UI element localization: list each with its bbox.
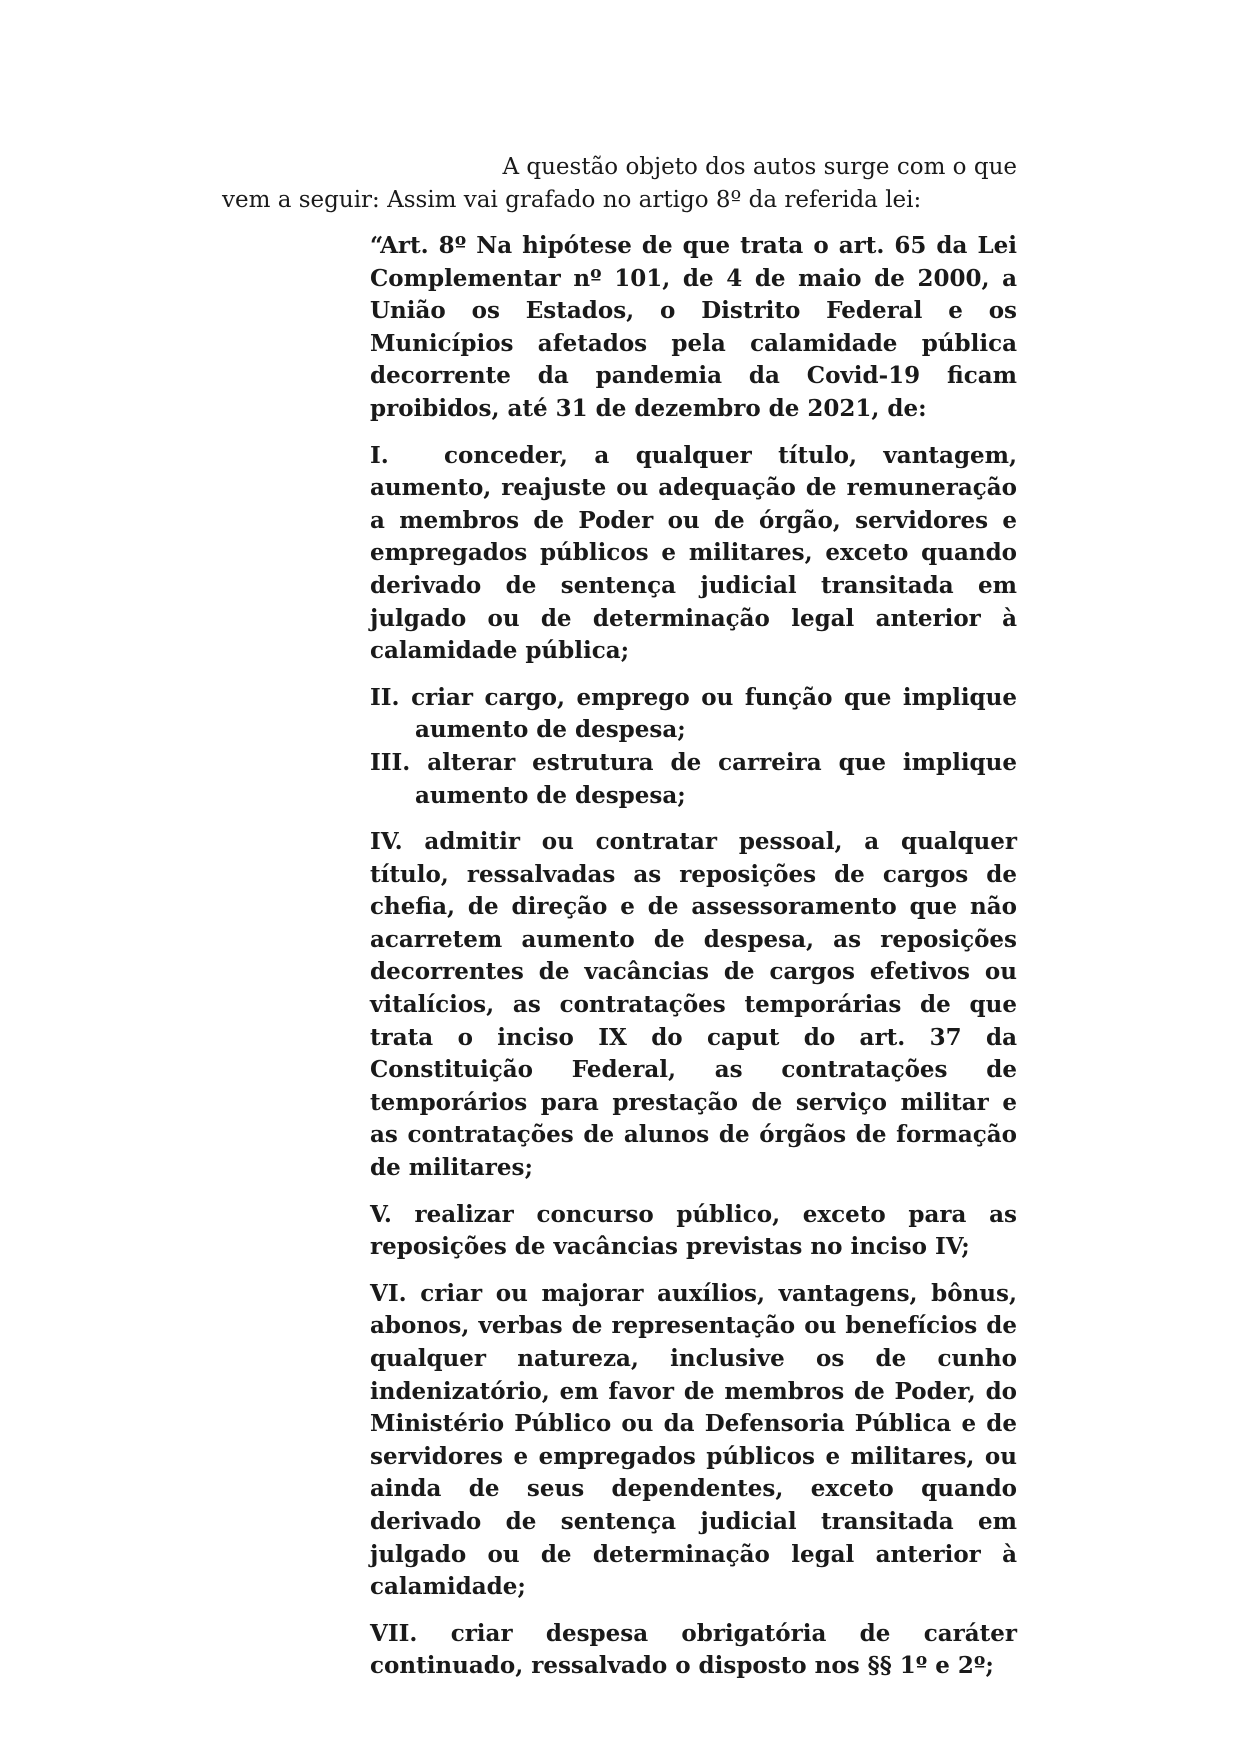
- item-VI-number: VI.: [370, 1279, 407, 1307]
- article-head: “Art. 8º Na hipótese de que trata o art. 65 da Lei Complementar nº 101, de 4 de maio de 2000, a União os Estados, o Distrito Federal e os Municípios afetados pela calamidade pública decorrente da pandemia da Covid-19 ficam proibidos, até 31 de dezembro de 2021, de:: [370, 232, 1017, 422]
- item-VI-text: criar ou majorar auxílios, vantagens, bônus, abonos, verbas de representação ou benefícios de qualquer natureza, inclusive os de cunho indenizatório, em favor de membros de Poder, do Ministério Público ou da Defensoria Pública e de servidores e empregados públicos e militares, ou ainda de seus dependentes, exceto quando derivado de sentença judicial transitada em julgado ou de determinação legal anterior à calamidade;: [370, 1279, 1017, 1601]
- item-V-number: V.: [370, 1200, 392, 1228]
- item-V-text: realizar concurso público, exceto para as reposições de vacâncias previstas no inciso IV;: [370, 1200, 1017, 1261]
- item-VII: [370, 1618, 1017, 1683]
- item-I: [370, 440, 1017, 668]
- item-VI: [370, 1278, 1017, 1604]
- item-II-text: criar cargo, emprego ou função que implique aumento de despesa;: [411, 683, 1017, 744]
- item-IV: [370, 826, 1017, 1185]
- item-II-number: II.: [370, 683, 400, 711]
- item-VII-text: criar despesa obrigatória de caráter continuado, ressalvado o disposto nos §§ 1º e 2º;: [370, 1619, 1017, 1680]
- item-VII-number: VII.: [370, 1619, 418, 1647]
- item-IV-number: IV.: [370, 828, 403, 856]
- intro-paragraph: [222, 151, 1017, 217]
- item-III-text: alterar estrutura de carreira que implique aumento de despesa;: [415, 748, 1017, 809]
- item-IV-text: admitir ou contratar pessoal, a qualquer título, ressalvadas as reposições de cargos de chefia, de direção e de assessoramento que não acarretem aumento de despesa, as reposições decorrentes de vacâncias de cargos efetivos ou vitalícios, as contratações temporárias de que trata o inciso IX do caput do art. 37 da Constituição Federal, as contratações de temporários para prestação de serviço militar e as contratações de alunos de órgãos de formação de militares;: [370, 828, 1017, 1182]
- item-I-number: I.: [370, 441, 389, 469]
- intro-line-1: A questão objeto dos autos surge com o que: [502, 154, 1017, 180]
- item-III: [370, 747, 1017, 812]
- item-I-text: conceder, a qualquer título, vantagem, aumento, reajuste ou adequação de remuneração a membros de Poder ou de órgão, servidores e empregados públicos e militares, exceto quando derivado de sentença judicial transitada em julgado ou de determinação legal anterior à calamidade pública;: [370, 441, 1017, 665]
- intro-line-2: vem a seguir: Assim vai grafado no artigo 8º da referida lei:: [222, 187, 922, 213]
- article-quote: [370, 230, 1017, 1697]
- item-II: [370, 682, 1017, 747]
- item-III-number: III.: [370, 748, 411, 776]
- item-V: [370, 1199, 1017, 1264]
